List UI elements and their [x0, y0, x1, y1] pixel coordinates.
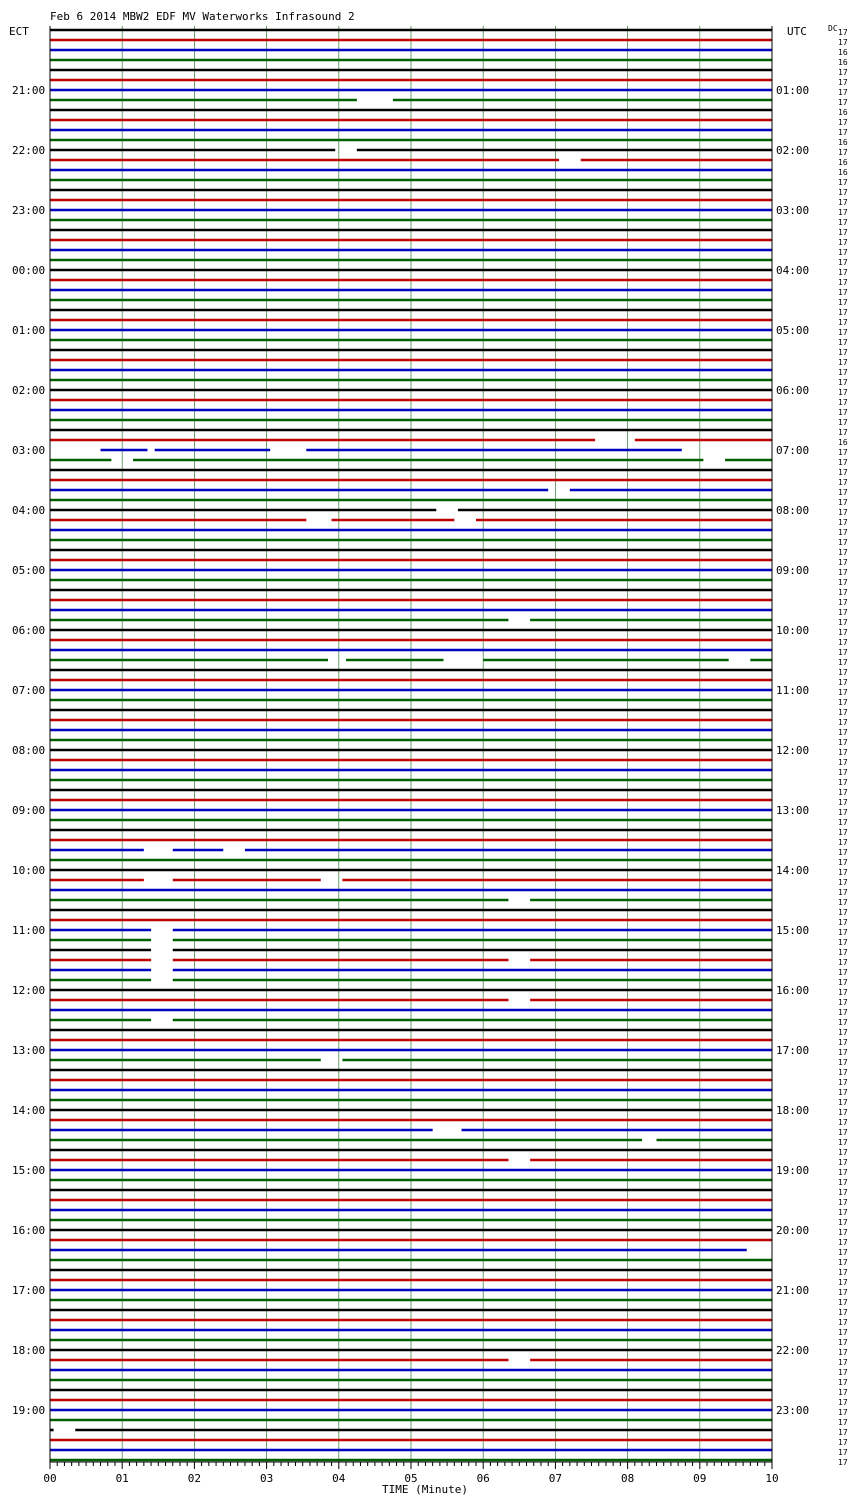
- dc-value: 17: [838, 1008, 848, 1017]
- x-tick-label: 06: [476, 1472, 490, 1485]
- dc-value: 17: [838, 458, 848, 467]
- minute-grid: [122, 26, 700, 1462]
- dc-value: 17: [838, 298, 848, 307]
- ect-hour-label: 06:00: [12, 624, 46, 637]
- dc-value: 17: [838, 148, 848, 157]
- dc-value: 17: [838, 1298, 848, 1307]
- dc-value: 17: [838, 638, 848, 647]
- x-tick-label: 04: [332, 1472, 346, 1485]
- dc-value: 17: [838, 738, 848, 747]
- dc-value: 17: [838, 558, 848, 567]
- dc-value: 17: [838, 1418, 848, 1427]
- dc-value: 17: [838, 958, 848, 967]
- dc-value: 17: [838, 1218, 848, 1227]
- utc-hour-label: 15:00: [776, 924, 810, 937]
- dc-value: 17: [838, 1058, 848, 1067]
- dc-value: 17: [838, 758, 848, 767]
- utc-hour-label: 17:00: [776, 1044, 810, 1057]
- utc-hour-label: 06:00: [776, 384, 810, 397]
- dc-value: 17: [838, 788, 848, 797]
- dc-value: 17: [838, 1178, 848, 1187]
- dc-value: 17: [838, 308, 848, 317]
- dc-value: 17: [838, 598, 848, 607]
- dc-value: 17: [838, 628, 848, 637]
- ect-hour-label: 18:00: [12, 1344, 46, 1357]
- x-tick-label: 03: [259, 1472, 274, 1485]
- utc-hour-labels: [776, 84, 809, 1417]
- dc-value: 17: [838, 578, 848, 587]
- dc-value: 17: [838, 478, 848, 487]
- dc-value: 17: [838, 978, 848, 987]
- ect-hour-label: 11:00: [12, 924, 46, 937]
- dc-value: 17: [838, 1038, 848, 1047]
- dc-value: 17: [838, 278, 848, 287]
- dc-value: 17: [838, 718, 848, 727]
- x-tick-label: 08: [620, 1472, 635, 1485]
- dc-value: 17: [838, 1198, 848, 1207]
- x-axis: [43, 1462, 778, 1485]
- dc-value: 17: [838, 408, 848, 417]
- x-tick-label: 00: [43, 1472, 57, 1485]
- x-tick-label: 01: [115, 1472, 129, 1485]
- dc-value: 17: [838, 918, 848, 927]
- dc-value: 17: [838, 268, 848, 277]
- ect-hour-label: 09:00: [12, 804, 46, 817]
- dc-value: 17: [838, 1048, 848, 1057]
- dc-value: 17: [838, 68, 848, 77]
- utc-hour-label: 03:00: [776, 204, 810, 217]
- dc-value: 17: [838, 1128, 848, 1137]
- ect-hour-label: 04:00: [12, 504, 46, 517]
- ect-hour-label: 08:00: [12, 744, 46, 757]
- dc-value: 17: [838, 868, 848, 877]
- dc-value: 17: [838, 248, 848, 257]
- dc-value: 17: [838, 1118, 848, 1127]
- utc-hour-label: 05:00: [776, 324, 810, 337]
- dc-value: 17: [838, 998, 848, 1007]
- dc-value: 17: [838, 728, 848, 737]
- dc-value: 17: [838, 1168, 848, 1177]
- dc-value: 17: [838, 1408, 848, 1417]
- dc-value: 17: [838, 368, 848, 377]
- dc-value: 17: [838, 988, 848, 997]
- dc-value: 17: [838, 128, 848, 137]
- ect-hour-label: 14:00: [12, 1104, 46, 1117]
- dc-value: 17: [838, 508, 848, 517]
- dc-value-labels: [838, 28, 848, 1467]
- dc-value: 17: [838, 238, 848, 247]
- dc-value: 17: [838, 1158, 848, 1167]
- dc-value: 17: [838, 28, 848, 37]
- dc-value: 17: [838, 1228, 848, 1237]
- dc-value: 17: [838, 678, 848, 687]
- dc-value: 17: [838, 818, 848, 827]
- dc-value: 17: [838, 318, 848, 327]
- dc-value: 17: [838, 1108, 848, 1117]
- dc-value: 16: [838, 158, 848, 167]
- dc-value: 17: [838, 178, 848, 187]
- dc-value: 17: [838, 858, 848, 867]
- utc-hour-label: 02:00: [776, 144, 810, 157]
- dc-value: 17: [838, 888, 848, 897]
- ect-hour-label: 10:00: [12, 864, 46, 877]
- dc-value: 17: [838, 488, 848, 497]
- dc-value: 17: [838, 828, 848, 837]
- dc-value: 17: [838, 338, 848, 347]
- dc-value: 17: [838, 908, 848, 917]
- dc-value: 17: [838, 288, 848, 297]
- dc-value: 17: [838, 1288, 848, 1297]
- dc-value: 17: [838, 1308, 848, 1317]
- ect-hour-label: 17:00: [12, 1284, 46, 1297]
- dc-value: 17: [838, 258, 848, 267]
- dc-value: 17: [838, 1238, 848, 1247]
- dc-value: 17: [838, 1438, 848, 1447]
- dc-value: 17: [838, 698, 848, 707]
- dc-value: 17: [838, 668, 848, 677]
- dc-value: 17: [838, 358, 848, 367]
- ect-hour-label: 07:00: [12, 684, 46, 697]
- dc-value: 17: [838, 778, 848, 787]
- utc-hour-label: 19:00: [776, 1164, 810, 1177]
- chart-title: Feb 6 2014 MBW2 EDF MV Waterworks Infrasound 2: [50, 10, 355, 23]
- x-tick-label: 10: [765, 1472, 779, 1485]
- dc-value: 17: [838, 1428, 848, 1437]
- dc-value: 17: [838, 948, 848, 957]
- dc-value: 17: [838, 968, 848, 977]
- dc-value: 16: [838, 168, 848, 177]
- ect-hour-label: 16:00: [12, 1224, 46, 1237]
- ect-hour-label: 13:00: [12, 1044, 46, 1057]
- x-tick-label: 09: [693, 1472, 707, 1485]
- dc-value: 17: [838, 498, 848, 507]
- dc-value: 17: [838, 1388, 848, 1397]
- dc-value: 17: [838, 428, 848, 437]
- ect-hour-label: 22:00: [12, 144, 46, 157]
- dc-value: 17: [838, 838, 848, 847]
- dc-value: 17: [838, 848, 848, 857]
- dc-value: 17: [838, 1358, 848, 1367]
- dc-value: 17: [838, 208, 848, 217]
- ect-hour-label: 21:00: [12, 84, 46, 97]
- ect-hour-label: 05:00: [12, 564, 46, 577]
- utc-hour-label: 16:00: [776, 984, 810, 997]
- dc-value: 17: [838, 378, 848, 387]
- dc-value: 17: [838, 1248, 848, 1257]
- dc-value: 17: [838, 1278, 848, 1287]
- ect-hour-label: 12:00: [12, 984, 46, 997]
- utc-hour-label: 20:00: [776, 1224, 810, 1237]
- ect-hour-labels: [12, 84, 45, 1417]
- utc-hour-label: 08:00: [776, 504, 810, 517]
- ect-hour-label: 23:00: [12, 204, 46, 217]
- dc-value: 17: [838, 1018, 848, 1027]
- left-timezone-label: ECT: [9, 25, 29, 38]
- dc-value: 17: [838, 538, 848, 547]
- dc-value: 17: [838, 418, 848, 427]
- dc-value: 17: [838, 1078, 848, 1087]
- dc-value: 17: [838, 1348, 848, 1357]
- utc-hour-label: 12:00: [776, 744, 810, 757]
- utc-hour-label: 18:00: [776, 1104, 810, 1117]
- x-tick-label: 05: [404, 1472, 418, 1485]
- dc-value: 17: [838, 348, 848, 357]
- x-tick-label: 07: [548, 1472, 563, 1485]
- dc-value: 17: [838, 878, 848, 887]
- dc-value: 16: [838, 138, 848, 147]
- dc-value: 17: [838, 1268, 848, 1277]
- dc-value: 17: [838, 188, 848, 197]
- dc-value: 17: [838, 1398, 848, 1407]
- dc-value: 17: [838, 1148, 848, 1157]
- dc-value: 17: [838, 1368, 848, 1377]
- dc-value: 17: [838, 748, 848, 757]
- dc-value: 17: [838, 1208, 848, 1217]
- ect-hour-label: 19:00: [12, 1404, 46, 1417]
- utc-hour-label: 07:00: [776, 444, 810, 457]
- dc-value: 17: [838, 328, 848, 337]
- dc-value: 17: [838, 648, 848, 657]
- dc-value: 17: [838, 898, 848, 907]
- dc-value: 17: [838, 118, 848, 127]
- x-axis-label: TIME (Minute): [381, 1483, 469, 1496]
- utc-hour-label: 09:00: [776, 564, 810, 577]
- dc-value: 17: [838, 1458, 848, 1467]
- dc-value: 16: [838, 108, 848, 117]
- dc-value: 17: [838, 688, 848, 697]
- dc-header-label: DC: [828, 24, 838, 33]
- utc-hour-label: 23:00: [776, 1404, 810, 1417]
- dc-value: 17: [838, 88, 848, 97]
- dc-value: 17: [838, 768, 848, 777]
- dc-value: 17: [838, 1338, 848, 1347]
- dc-value: 17: [838, 468, 848, 477]
- ect-hour-label: 03:00: [12, 444, 46, 457]
- dc-value: 17: [838, 1378, 848, 1387]
- x-tick-label: 02: [187, 1472, 202, 1485]
- dc-value: 17: [838, 1138, 848, 1147]
- dc-value: 17: [838, 568, 848, 577]
- dc-value: 17: [838, 38, 848, 47]
- dc-value: 17: [838, 1188, 848, 1197]
- dc-value: 17: [838, 198, 848, 207]
- dc-value: 16: [838, 48, 848, 57]
- dc-value: 17: [838, 228, 848, 237]
- dc-value: 17: [838, 218, 848, 227]
- dc-value: 17: [838, 78, 848, 87]
- utc-hour-label: 11:00: [776, 684, 810, 697]
- dc-value: 17: [838, 1258, 848, 1267]
- dc-value: 17: [838, 1448, 848, 1457]
- dc-value: 17: [838, 618, 848, 627]
- ect-hour-label: 00:00: [12, 264, 46, 277]
- dc-value: 17: [838, 658, 848, 667]
- utc-hour-label: 01:00: [776, 84, 810, 97]
- utc-hour-label: 13:00: [776, 804, 810, 817]
- dc-value: 17: [838, 938, 848, 947]
- dc-value: 16: [838, 58, 848, 67]
- dc-value: 17: [838, 398, 848, 407]
- utc-hour-label: 21:00: [776, 1284, 810, 1297]
- dc-value: 17: [838, 708, 848, 717]
- ect-hour-label: 01:00: [12, 324, 46, 337]
- dc-value: 17: [838, 808, 848, 817]
- dc-value: 17: [838, 448, 848, 457]
- utc-hour-label: 14:00: [776, 864, 810, 877]
- dc-value: 17: [838, 528, 848, 537]
- dc-value: 17: [838, 98, 848, 107]
- dc-value: 17: [838, 518, 848, 527]
- ect-hour-label: 15:00: [12, 1164, 46, 1177]
- dc-value: 16: [838, 438, 848, 447]
- dc-value: 17: [838, 548, 848, 557]
- dc-value: 17: [838, 608, 848, 617]
- right-timezone-label: UTC: [787, 25, 807, 38]
- dc-value: 17: [838, 388, 848, 397]
- dc-value: 17: [838, 1098, 848, 1107]
- utc-hour-label: 04:00: [776, 264, 810, 277]
- dc-value: 17: [838, 1068, 848, 1077]
- dc-value: 17: [838, 1328, 848, 1337]
- utc-hour-label: 22:00: [776, 1344, 810, 1357]
- utc-hour-label: 10:00: [776, 624, 810, 637]
- dc-value: 17: [838, 1088, 848, 1097]
- dc-value: 17: [838, 928, 848, 937]
- dc-value: 17: [838, 1318, 848, 1327]
- dc-value: 17: [838, 1028, 848, 1037]
- dc-value: 17: [838, 588, 848, 597]
- dc-value: 17: [838, 798, 848, 807]
- ect-hour-label: 02:00: [12, 384, 46, 397]
